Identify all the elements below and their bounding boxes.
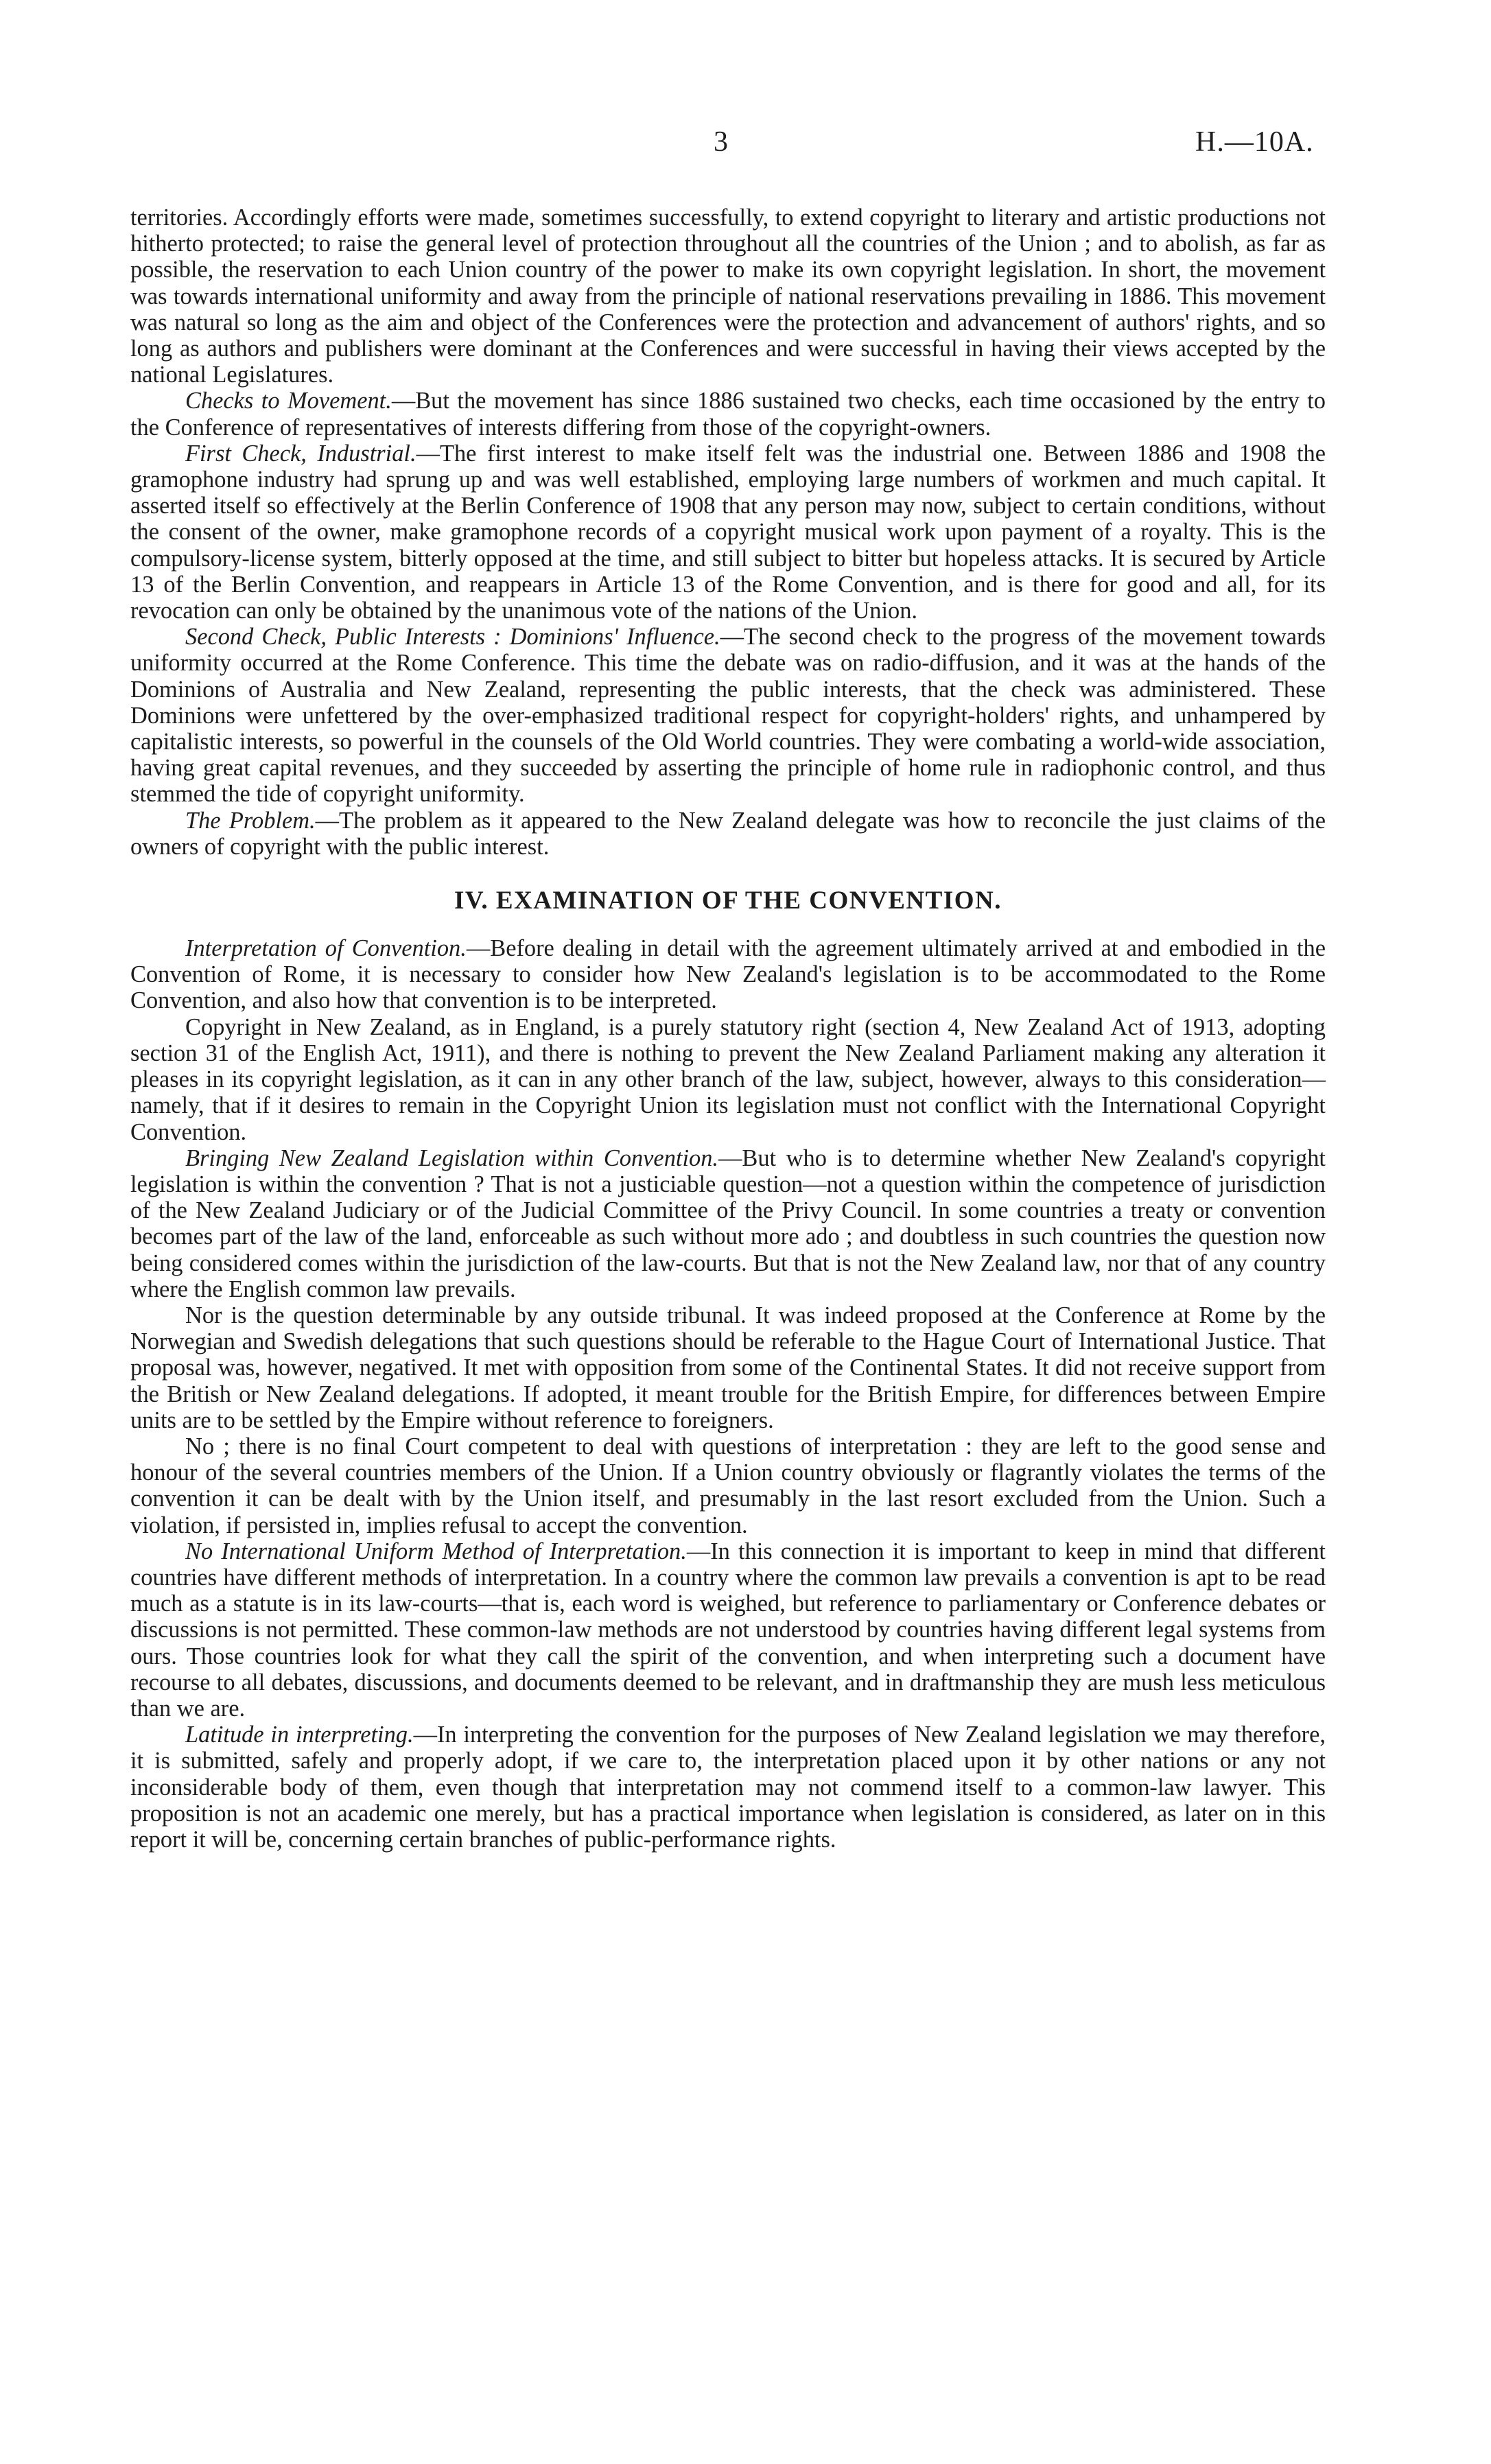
paragraph-checks-to-movement [130, 388, 1326, 440]
document-reference: H.—10A. [1195, 126, 1314, 158]
paragraph-heading: First Check, Industrial. [185, 440, 416, 467]
paragraph-heading: The Problem. [185, 807, 316, 834]
paragraph-latitude-in-interpreting [130, 1722, 1326, 1853]
paragraph-heading: Bringing New Zealand Legislation within Convention. [185, 1145, 718, 1171]
paragraph-heading: Checks to Movement. [185, 388, 392, 414]
paragraph-outside-tribunal [130, 1302, 1326, 1433]
paragraph-copyright-in-new-zealand [130, 1014, 1326, 1145]
paragraph-text: territories. Accordingly efforts were made, sometimes successfully, to extend copyright to literary and artistic productions not hitherto protected; to raise the general level of protection throughout all the countries of the Union ; and to abolish, as far as possible, the reservation to each Union country of the power to make its own copyright legislation. In short, the movement was towards international uniformity and away from the principle of national reservations prevailing in 1886. This movement was natural so long as the aim and object of the Conferences were the protection and advancement of authors' rights, and so long as authors and publishers were dominant at the Conferences and were successful in having their views accepted by the national Legislatures. [130, 204, 1326, 388]
paragraph-text: —The first interest to make itself felt was the industrial one. Between 1886 and 1908 the gramophone industry had sprung up and was well established, employing large numbers of workmen and much capital. It asserted itself so effectively at the Berlin Conference of 1908 that any person may now, subject to certain conditions, without the consent of the owner, make gramophone records of a copyright musical work upon payment of a royalty. This is the compulsory-license system, bitterly opposed at the time, and still subject to bitter but hopeless attacks. It is secured by Article 13 of the Berlin Convention, and reappears in Article 13 of the Rome Convention, and is there for good and all, for its revocation can only be obtained by the unanimous vote of the nations of the Union. [130, 440, 1326, 624]
paragraph-text: Copyright in New Zealand, as in England, is a purely statutory right (section 4, New Zealand Act of 1913, adopting section 31 of the English Act, 1911), and there is nothing to prevent the New Zealand Parliament making any alteration it pleases in its copyright legislation, as it can in any other branch of the law, subject, however, always to this consideration—namely, that if it desires to remain in the Copyright Union its legislation must not conflict with the International Copyright Convention. [130, 1013, 1326, 1145]
paragraph-text: —But the movement has since 1886 sustained two checks, each time occasioned by the entry to the Conference of representatives of interests differing from those of the copyright-owners. [130, 388, 1326, 441]
paragraph-no-final-court [130, 1433, 1326, 1538]
page-number: 3 [714, 126, 728, 158]
paragraph-text: —Before dealing in detail with the agreement ultimately arrived at and embodied in the Convention of Rome, it is necessary to consider how New Zealand's legislation is to be accommodated to the Rome Convention, and also how that convention is to be interpreted. [130, 935, 1326, 1014]
paragraph-second-check [130, 624, 1326, 807]
paragraph-bringing-legislation-within-convention [130, 1145, 1326, 1302]
paragraph-text: Nor is the question determinable by any outside tribunal. It was indeed proposed at the Conference at Rome by the Norwegian and Swedish delegations that such questions should be referable to the Hague Court of International Justice. That proposal was, however, negatived. It met with opposition from some of the Continental States. It did not receive support from the British or New Zealand delegations. If adopted, it meant trouble for the British Empire, for differences between Empire units are to be settled by the Empire without reference to foreigners. [130, 1302, 1326, 1433]
paragraph-text: —The second check to the progress of the movement towards uniformity occurred at the Rome Conference. This time the debate was on radio-diffusion, and it was at the hands of the Dominions of Australia and New Zealand, representing the public interests, that the check was administered. These Dominions were unfettered by the over-emphasized traditional respect for copyright-holders' rights, and unhampered by capitalistic interests, so powerful in the counsels of the Old World countries. They were combating a world-wide association, having great capital revenues, and they succeeded by asserting the principle of home rule in radiophonic control, and thus stemmed the tide of copyright uniformity. [130, 624, 1326, 808]
paragraph-text: —In interpreting the convention for the purposes of New Zealand legislation we may therefore, it is submitted, safely and properly adopt, if we care to, the interpretation placed upon it by other nations or any not inconsiderable body of them, even though that interpretation may not commend itself to a common-law lawyer. This proposition is not an academic one merely, but has a practical importance when legislation is considered, as later on in this report it will be, concerning certain branches of public-performance rights. [130, 1722, 1326, 1853]
paragraph-text: —But who is to determine whether New Zealand's copyright legislation is within the convention ? That is not a justiciable question—not a question within the competence of jurisdiction of the New Zealand Judiciary or of the Judicial Committee of the Privy Council. In some countries a treaty or convention becomes part of the law of the land, enforceable as such without more ado ; and doubtless in such countries the question now being considered comes within the jurisdiction of the law-courts. But that is not the New Zealand law, nor that of any country where the English common law prevails. [130, 1145, 1326, 1302]
paragraph-heading: Second Check, Public Interests : Dominions' Influence. [185, 624, 720, 650]
paragraph-text: No ; there is no final Court competent to deal with questions of interpretation : they are left to the good sense and honour of the several countries members of the Union. If a Union country obviously or flagrantly violates the terms of the convention it can be dealt with by the Union itself, and presumably in the last resort excluded from the Union. Such a violation, if persisted in, implies refusal to accept the convention. [130, 1433, 1326, 1538]
paragraph-no-uniform-method [130, 1538, 1326, 1722]
paragraph-the-problem [130, 808, 1326, 860]
body-text [130, 204, 1326, 1853]
paragraph-heading: Interpretation of Convention. [185, 935, 467, 962]
paragraph-heading: Latitude in interpreting. [185, 1722, 414, 1748]
paragraph-text: —The problem as it appeared to the New Zealand delegate was how to reconcile the just claims of the owners of copyright with the public interest. [130, 807, 1326, 860]
paragraph-territories [130, 204, 1326, 388]
paragraph-interpretation-of-convention [130, 935, 1326, 1014]
paragraph-heading: No International Uniform Method of Interpretation. [185, 1538, 687, 1564]
section-heading: IV. EXAMINATION OF THE CONVENTION. [454, 887, 1002, 915]
paragraph-first-check [130, 441, 1326, 624]
paragraph-text: —In this connection it is important to keep in mind that different countries have different methods of interpretation. In a country where the common law prevails a convention is apt to be read much as a statute is in its law-courts—that is, each word is weighed, but reference to parliamentary or Conference debates or discussions is not permitted. These common-law methods are not understood by countries having different legal systems from ours. Those countries look for what they call the spirit of the convention, and when interpreting such a document have recourse to all debates, discussions, and documents deemed to be relevant, and in draftmanship they are mush less meticulous than we are. [130, 1538, 1326, 1722]
